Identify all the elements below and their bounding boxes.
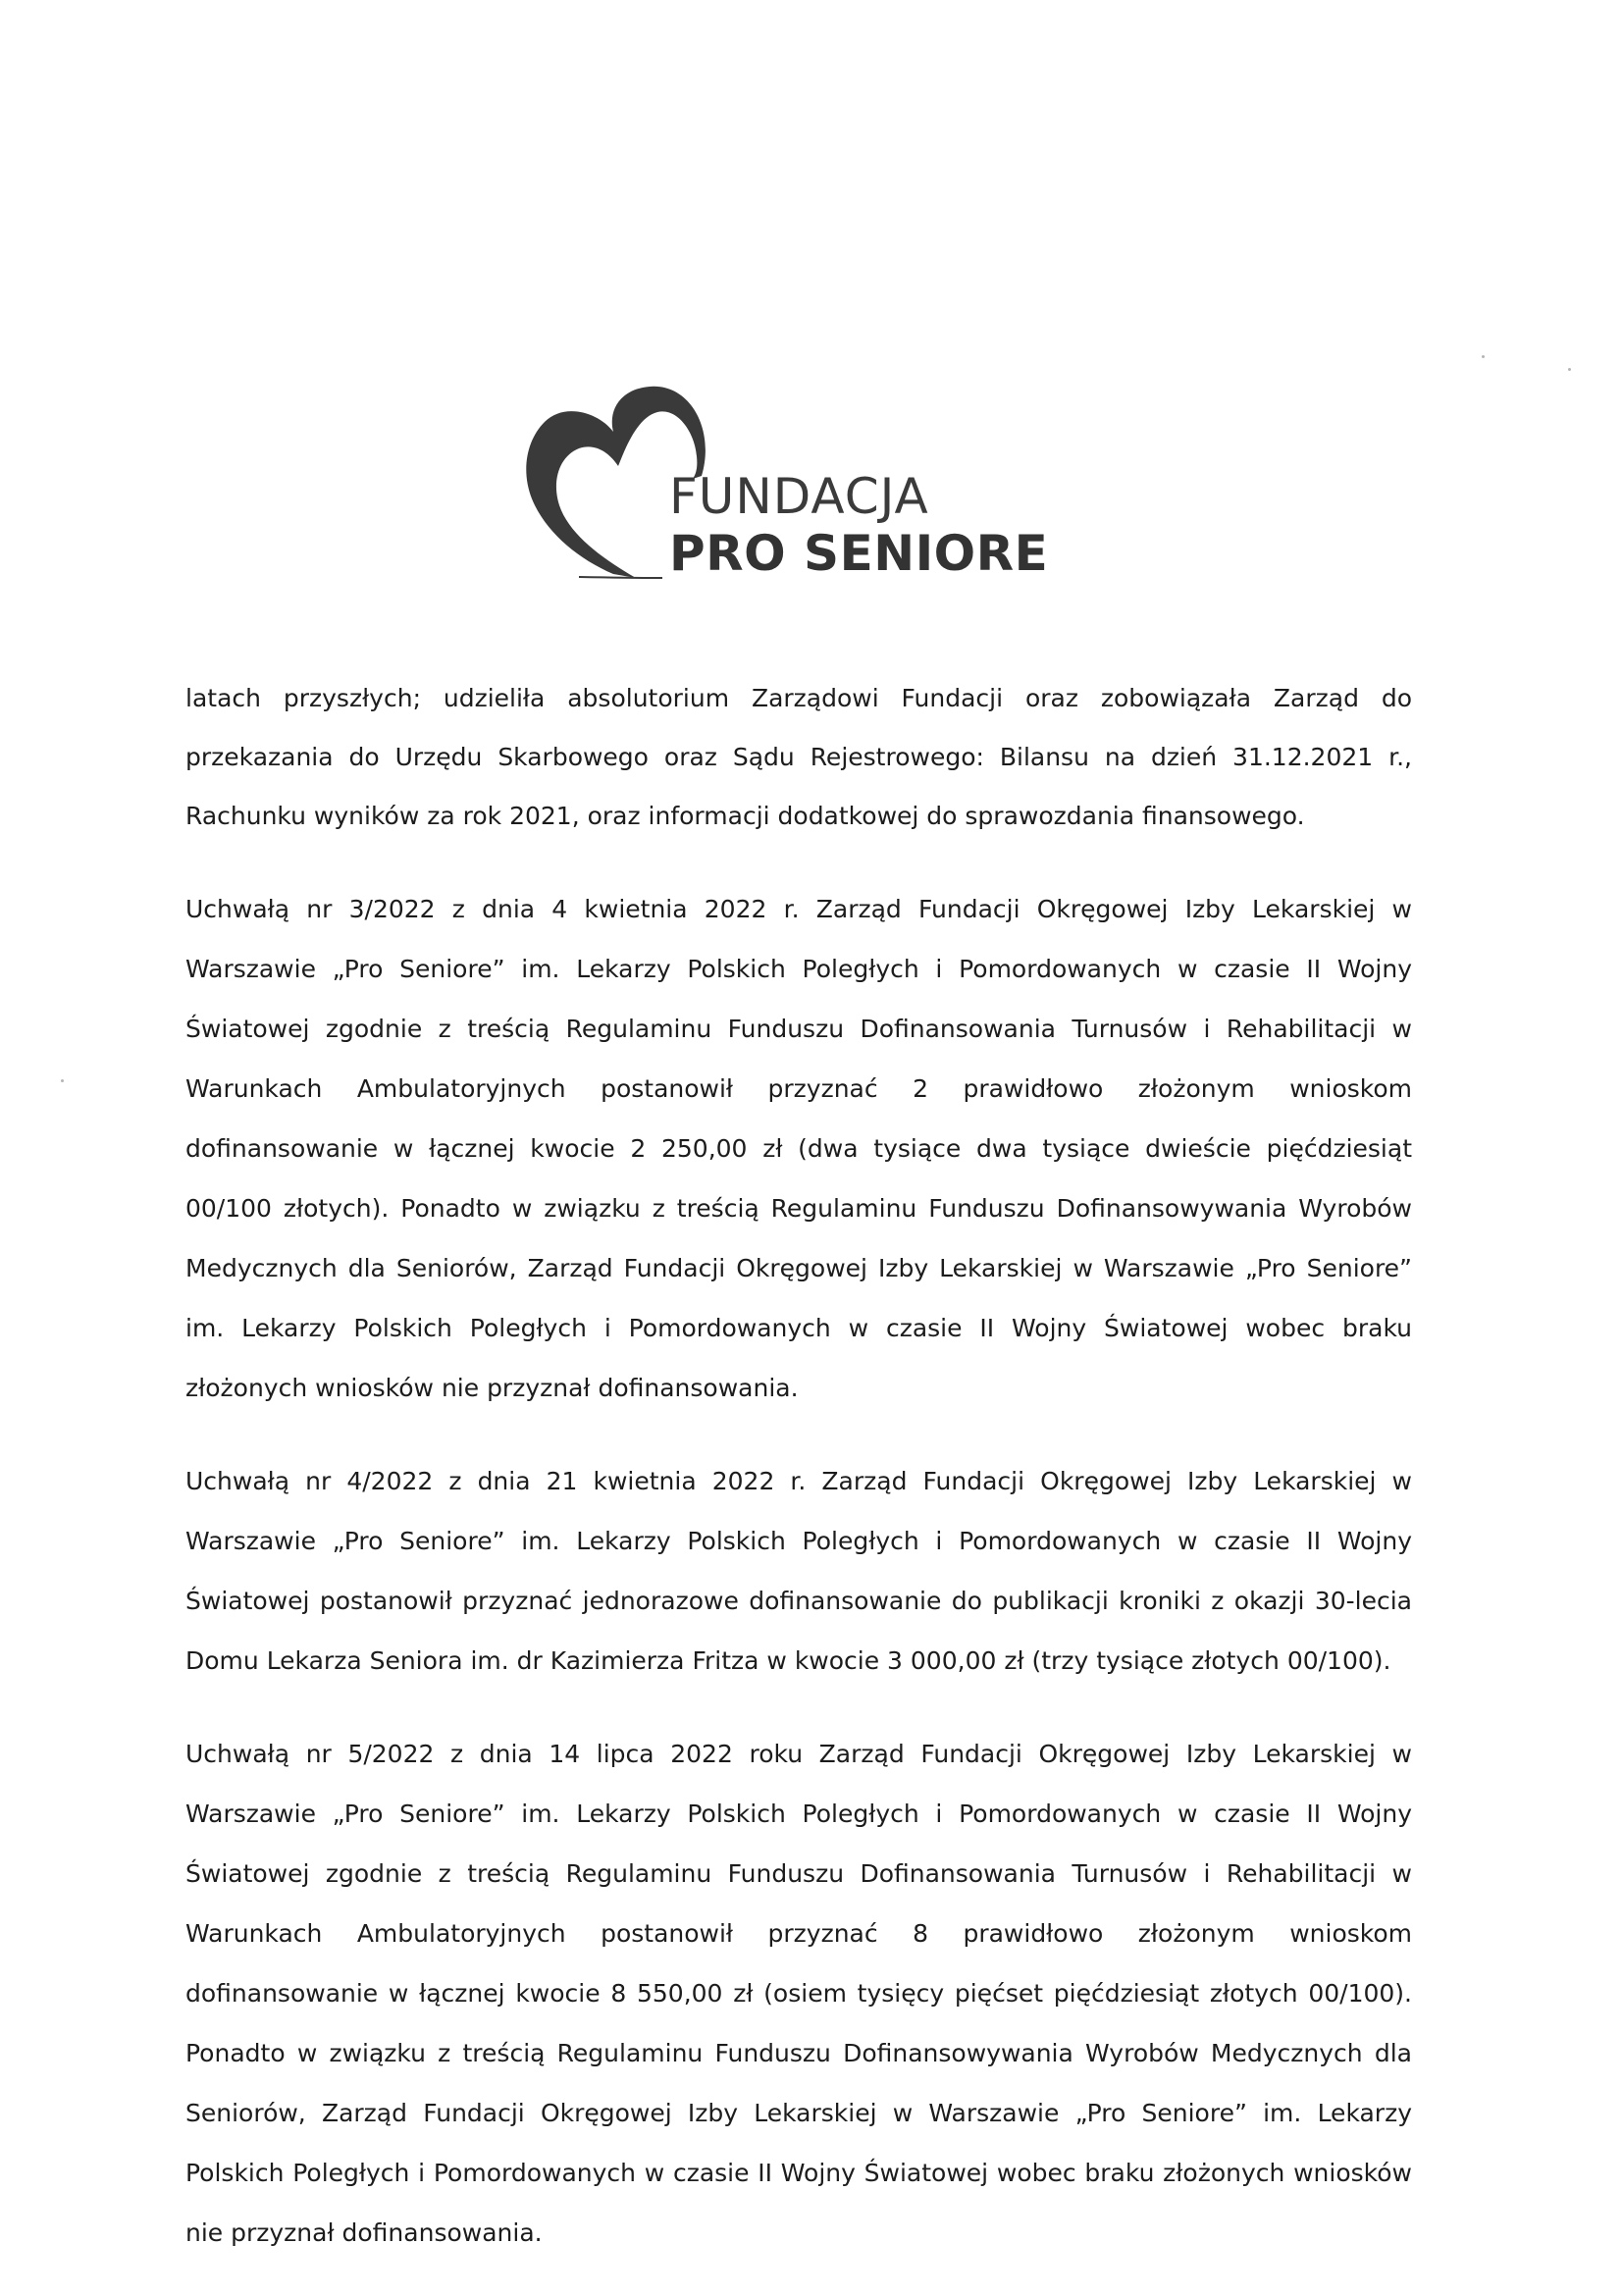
scan-artifact xyxy=(1568,368,1571,371)
foundation-logo xyxy=(520,378,1079,589)
scan-artifact xyxy=(1482,355,1485,358)
logo-text-pro-seniore: PRO SENIORE xyxy=(669,525,1049,582)
paragraph-resolution-5-2022: Uchwałą nr 5/2022 z dnia 14 lipca 2022 roku Zarząd Fundacji Okręgowej Izby Lekarskiej w Warszawie „Pro Seniore” im. Lekarzy Polskich Poległych i Pomordowanych w czasie II Wojny Światowej zgodnie z treścią Regulaminu Funduszu Dofinansowania Turnusów i Rehabilitacji w Warunkach Ambulatoryjnych postanowił przyznać 8 prawidłowo złożonym wnioskom dofinansowanie w łącznej kwocie 8 550,00 zł (osiem tysięcy pięćset pięćdziesiąt złotych 00/100). Ponadto w związku z treścią Regulaminu Funduszu Dofinansowywania Wyrobów Medycznych dla Seniorów, Zarząd Fundacji Okręgowej Izby Lekarskiej w Warszawie „Pro Seniore” im. Lekarzy Polskich Poległych i Pomordowanych w czasie II Wojny Światowej wobec braku złożonych wniosków nie przyznał dofinansowania. xyxy=(185,1740,1412,2247)
scan-artifact xyxy=(61,1079,64,1082)
paragraph-resolution-3-2022: Uchwałą nr 3/2022 z dnia 4 kwietnia 2022 r. Zarząd Fundacji Okręgowej Izby Lekarskiej w Warszawie „Pro Seniore” im. Lekarzy Polskich Poległych i Pomordowanych w czasie II Wojny Światowej zgodnie z treścią Regulaminu Funduszu Dofinansowania Turnusów i Rehabilitacji w Warunkach Ambulatoryjnych postanowił przyznać 2 prawidłowo złożonym wnioskom dofinansowanie w łącznej kwocie 2 250,00 zł (dwa tysiące dwa tysiące dwieście pięćdziesiąt 00/100 złotych). Ponadto w związku z treścią Regulaminu Funduszu Dofinansowywania Wyrobów Medycznych dla Seniorów, Zarząd Fundacji Okręgowej Izby Lekarskiej w Warszawie „Pro Seniore” im. Lekarzy Polskich Poległych i Pomordowanych w czasie II Wojny Światowej wobec braku złożonych wniosków nie przyznał dofinansowania. xyxy=(185,895,1412,1402)
logo-text-fundacja: FUNDACJA xyxy=(669,468,929,525)
paragraph-resolution-4-2022: Uchwałą nr 4/2022 z dnia 21 kwietnia 2022 r. Zarząd Fundacji Okręgowej Izby Lekarskiej w Warszawie „Pro Seniore” im. Lekarzy Polskich Poległych i Pomordowanych w czasie II Wojny Światowej postanowił przyznać jednorazowe dofinansowanie do publikacji kroniki z okazji 30-lecia Domu Lekarza Seniora im. dr Kazimierza Fritza w kwocie 3 000,00 zł (trzy tysiące złotych 00/100). xyxy=(185,1467,1412,1675)
document-body xyxy=(185,669,1412,2296)
paragraph-financial-statements: latach przyszłych; udzieliła absolutorium Zarządowi Fundacji oraz zobowiązała Zarząd do przekazania do Urzędu Skarbowego oraz Sądu Rejestrowego: Bilansu na dzień 31.12.2021 r., Rachunku wyników za rok 2021, oraz informacji dodatkowej do sprawozdania finansowego. xyxy=(185,684,1412,830)
